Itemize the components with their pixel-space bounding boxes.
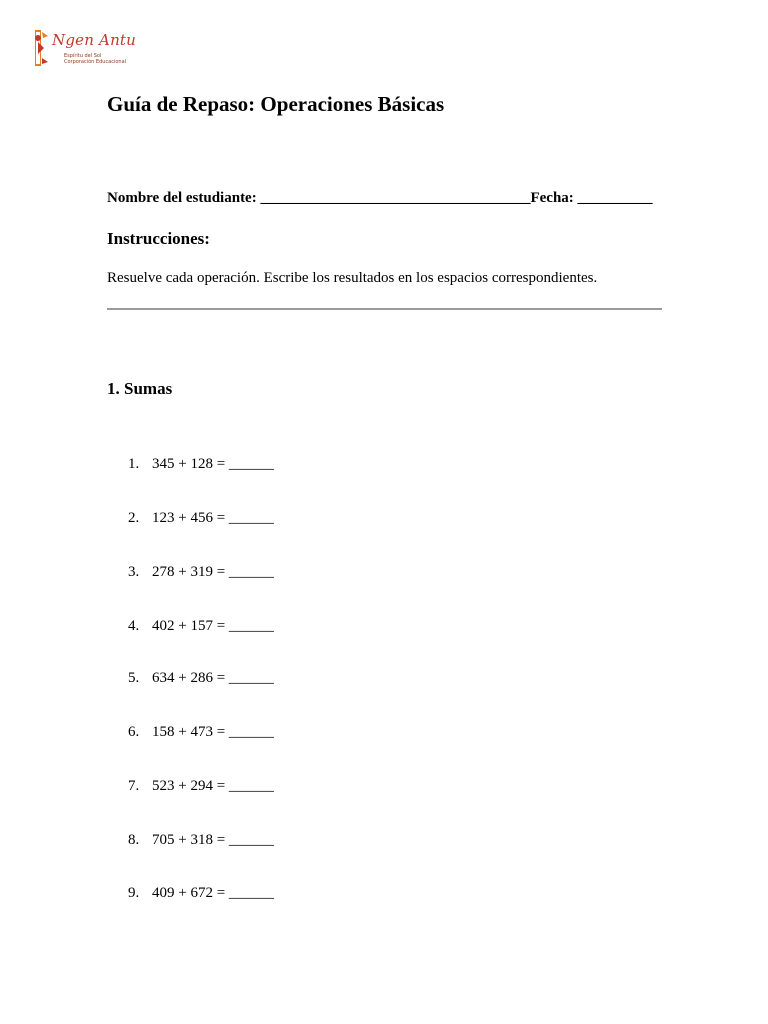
exercise-expression: 402 + 157 = ______ xyxy=(152,618,274,634)
exercise-expression: 634 + 286 = ______ xyxy=(152,670,274,686)
exercise-expression: 523 + 294 = ______ xyxy=(152,778,274,794)
logo-subtitle: Espíritu del Sol xyxy=(64,53,102,59)
exercise-expression: 158 + 473 = ______ xyxy=(152,724,274,740)
exercise-expression: 123 + 456 = ______ xyxy=(152,510,274,526)
student-name-date-line: Nombre del estudiante: ____________________________________Fecha: __________ xyxy=(107,190,653,206)
logo-subtitle-secondary: Corporación Educacional xyxy=(64,59,127,65)
exercise-expression: 409 + 672 = ______ xyxy=(152,885,274,901)
exercise-number: 9. xyxy=(128,885,140,901)
instructions-heading: Instrucciones: xyxy=(107,229,210,248)
exercise-number: 6. xyxy=(128,724,140,740)
exercise-number: 5. xyxy=(128,670,140,686)
exercise-number: 4. xyxy=(128,618,140,634)
instructions-text: Resuelve cada operación. Escribe los resultados en los espacios correspondientes. xyxy=(107,270,598,286)
exercise-expression: 705 + 318 = ______ xyxy=(152,832,274,848)
exercise-number: 7. xyxy=(128,778,140,794)
exercise-number: 8. xyxy=(128,832,140,848)
document-title: Guía de Repaso: Operaciones Básicas xyxy=(107,92,445,116)
section-divider xyxy=(107,308,662,310)
sun-spirit-logo-icon xyxy=(34,28,50,68)
logo-title: Ngen Antu xyxy=(52,31,137,49)
exercise-number: 2. xyxy=(128,510,140,526)
exercise-expression: 278 + 319 = ______ xyxy=(152,564,274,580)
section-heading-sumas: 1. Sumas xyxy=(107,379,173,398)
exercise-number: 1. xyxy=(128,456,140,472)
exercise-number: 3. xyxy=(128,564,140,580)
logo xyxy=(34,28,137,70)
exercise-expression: 345 + 128 = ______ xyxy=(152,456,274,472)
